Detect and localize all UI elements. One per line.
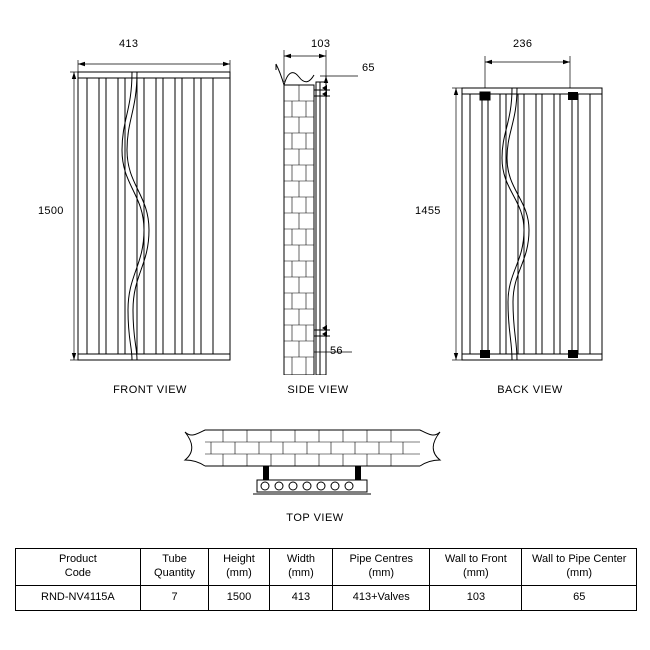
header-line-2: (mm) [288, 567, 314, 579]
cell-wall-to-pipe-center: 65 [522, 586, 637, 611]
header-line-2: (mm) [368, 567, 395, 579]
side-view-drawing [262, 30, 382, 375]
header-line-1: Wall to Front [444, 553, 507, 566]
header-line-1: Width [286, 553, 315, 566]
side-bottom-offset-dimension: 56 [330, 345, 343, 357]
table-header-product-code [16, 549, 141, 586]
header-line-2: Quantity [154, 567, 196, 579]
table-header-wall-to-pipe-center [522, 549, 637, 586]
cell-width: 413 [269, 586, 333, 611]
cell-height: 1500 [209, 586, 269, 611]
header-line-2: (mm) [463, 567, 489, 579]
table-header-wall-to-front [430, 549, 522, 586]
top-view-label: TOP VIEW [286, 512, 344, 524]
cell-pipe-centres: 413+Valves [333, 586, 430, 611]
table-header-height [209, 549, 269, 586]
cell-product-code: RND-NV4115A [16, 586, 141, 611]
back-view-label: BACK VIEW [497, 384, 563, 396]
cell-tube-quantity: 7 [140, 586, 208, 611]
front-height-dimension: 1500 [38, 205, 64, 217]
back-view-drawing [440, 30, 620, 375]
cell-wall-to-front: 103 [430, 586, 522, 611]
back-width-dimension: 236 [513, 38, 533, 50]
side-depth-dimension: 103 [311, 38, 331, 50]
header-line-2: (mm) [226, 567, 252, 579]
side-view-label: SIDE VIEW [287, 384, 349, 396]
header-line-2: Code [64, 567, 92, 579]
front-view-label: FRONT VIEW [113, 384, 187, 396]
side-top-offset-dimension: 65 [362, 62, 375, 74]
front-width-dimension: 413 [119, 38, 139, 50]
top-view-drawing [175, 412, 455, 507]
header-line-1: Height [223, 553, 255, 566]
table-header-tube-quantity [140, 549, 208, 586]
table-header-pipe-centres [333, 549, 430, 586]
front-view-drawing [60, 30, 240, 375]
header-line-1: Wall to Pipe Center [532, 553, 627, 566]
header-line-2: (mm) [566, 567, 593, 579]
table-header-width [269, 549, 333, 586]
specification-table [15, 548, 637, 611]
header-line-1: Tube [162, 553, 187, 566]
back-height-dimension: 1455 [415, 205, 441, 217]
header-line-1: Pipe Centres [349, 553, 414, 566]
table-row [16, 586, 637, 611]
table-header-row [16, 549, 637, 586]
header-line-1: Product [58, 553, 97, 566]
